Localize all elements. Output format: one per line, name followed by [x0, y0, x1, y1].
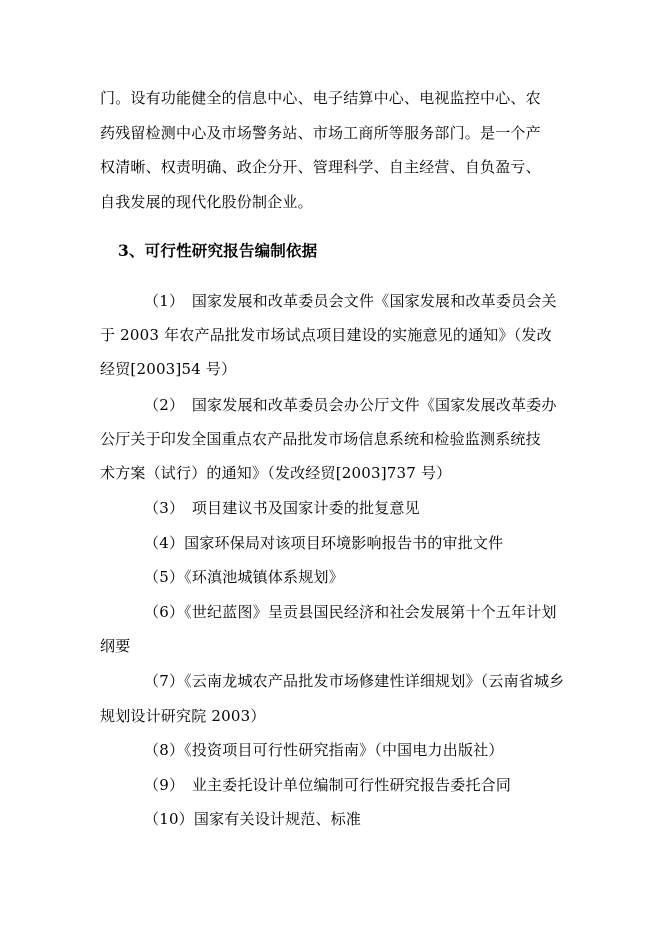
intro-line-4: 自我发展的现代化股份制企业。	[100, 193, 313, 211]
intro-line-1: 门。设有功能健全的信息中心、电子结算中心、电视监控中心、农	[100, 89, 541, 107]
item-7-line-1: （7）《云南龙城农产品批发市场修建性详细规划》（云南省城乡	[144, 672, 565, 690]
item-1-line-2: 于 2003 年农产品批发市场试点项目建设的实施意见的通知》（发改	[100, 326, 552, 344]
section-heading: 3、可行性研究报告编制依据	[118, 241, 318, 260]
item-2-line-2: 公厅关于印发全国重点农产品批发市场信息系统和检验监测系统技	[100, 430, 541, 448]
item-1-line-1: （1） 国家发展和改革委员会文件《国家发展和改革委员会关	[144, 292, 557, 310]
item-10-line-1: （10）国家有关设计规范、标准	[144, 810, 362, 828]
item-6-line-2: 纲要	[100, 637, 131, 655]
intro-line-3: 权清晰、权责明确、政企分开、管理科学、自主经营、自负盈亏、	[100, 158, 541, 176]
item-3-line-1: （3） 项目建议书及国家计委的批复意见	[144, 499, 420, 517]
intro-line-2: 药残留检测中心及市场警务站、市场工商所等服务部门。是一个产	[100, 124, 541, 142]
item-5-line-1: （5）《环滇池城镇体系规划》	[144, 568, 344, 586]
item-1-line-3: 经贸[2003]54 号）	[100, 360, 237, 378]
item-4-line-1: （4）国家环保局对该项目环境影响报告书的审批文件	[144, 534, 504, 552]
item-2-line-1: （2） 国家发展和改革委员会办公厅文件《国家发展改革委办	[144, 396, 557, 414]
item-7-line-2: 规划设计研究院 2003）	[100, 707, 266, 725]
item-6-line-1: （6）《世纪蓝图》呈贡县国民经济和社会发展第十个五年计划	[144, 603, 557, 621]
item-2-line-3: 术方案（试行）的通知》（发改经贸[2003]737 号）	[100, 464, 452, 482]
item-8-line-1: （8）《投资项目可行性研究指南》（中国电力出版社）	[144, 741, 504, 759]
item-9-line-1: （9） 业主委托设计单位编制可行性研究报告委托合同	[144, 776, 512, 794]
